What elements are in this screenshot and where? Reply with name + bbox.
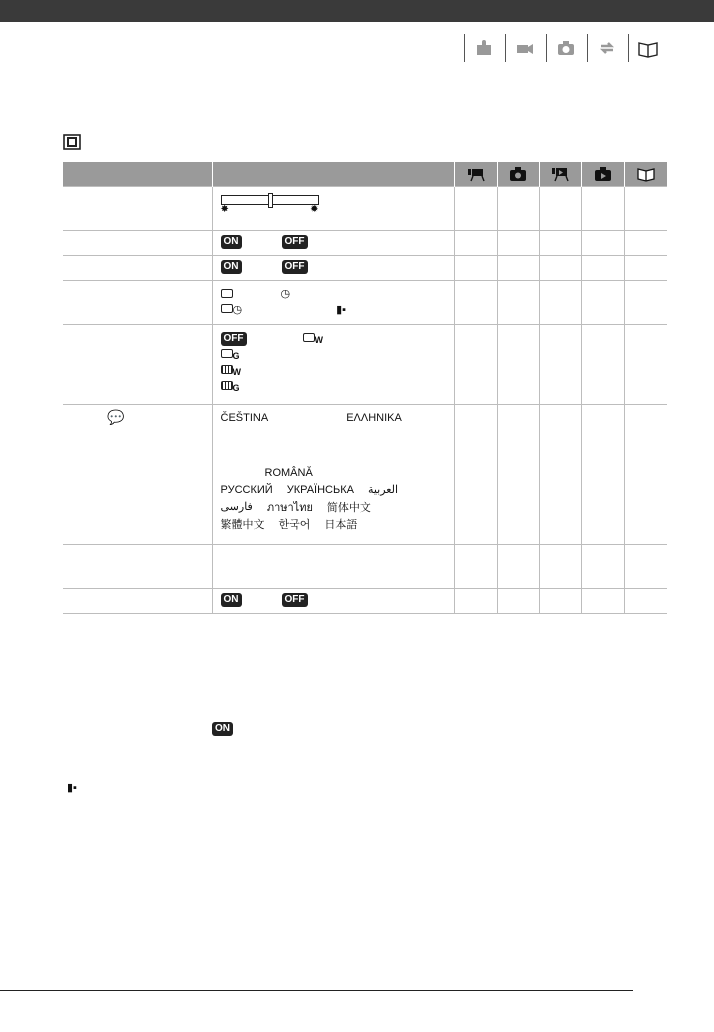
page-cell [624,231,667,256]
mode-cell [454,256,497,281]
level-white-marker-icon: W [303,333,324,345]
mode-cell [497,545,539,589]
header-reference-page [624,162,667,187]
mode-cell [454,231,497,256]
on-option[interactable]: ON [221,593,242,607]
menu-item-cell [63,325,212,405]
options-cell [212,325,454,405]
reference-page-icon [637,166,655,182]
options-cell [212,281,454,325]
options-cell [212,545,454,589]
header-setting-options [212,162,454,187]
mode-cell [497,325,539,405]
language-speech-icon: 💬 [107,409,125,425]
chapter-tabs [464,34,669,62]
tab-book[interactable] [628,34,667,62]
mode-cell [454,187,497,231]
menu-item-cell [63,545,212,589]
level-gray-marker-icon: G [221,349,240,361]
language-option[interactable]: ภาษาไทย [266,501,313,514]
mode-cell [539,325,581,405]
page-cell [624,256,667,281]
mode-cell [539,256,581,281]
mode-cell [454,281,497,325]
language-option[interactable]: 日本語 [324,518,358,531]
table-row [63,545,667,589]
table-row [63,589,667,614]
tab-transfer[interactable] [587,34,626,62]
table-row [63,256,667,281]
page-cell [624,187,667,231]
display-setup-icon [62,133,84,151]
off-option[interactable]: OFF [282,235,308,249]
table-row [63,405,667,545]
mode-cell [539,231,581,256]
off-option[interactable]: OFF [282,593,308,607]
dim-sun-icon: ✸ [220,204,229,215]
page-cell [624,545,667,589]
menu-item-cell [63,256,212,281]
body-on-chip: ON [212,722,233,736]
language-option[interactable]: العربية [367,484,399,496]
spacer [221,426,446,464]
mode-cell [581,589,624,614]
on-option[interactable]: ON [221,260,242,274]
tab-puzzle[interactable] [464,34,503,62]
clock-icon: ◷ [280,287,291,300]
table-row [63,231,667,256]
menu-item-cell [63,405,212,545]
language-option[interactable]: РУССКИЙ [220,483,273,496]
language-option[interactable]: УКРАЇНСЬКА [286,483,354,496]
language-option[interactable]: ROMÂNĂ [264,466,313,479]
page-cell [624,589,667,614]
date-time-icon: ◷ [221,303,243,316]
mode-cell [539,187,581,231]
table-header-row [63,162,667,187]
page-cell [624,325,667,405]
grid-gray-marker-icon: G [221,381,240,393]
mode-cell [581,405,624,545]
mode-cell [497,589,539,614]
brightness-slider-thumb[interactable] [268,193,273,208]
options-cell [212,405,454,545]
movie-mode-icon [467,166,485,182]
mode-cell [497,256,539,281]
tab-camcorder[interactable] [505,34,544,62]
language-option[interactable]: 한국어 [278,518,311,531]
language-option[interactable]: ΕΛΛΗΝΙΚΑ [346,411,402,424]
table-row [63,281,667,325]
mode-cell [497,281,539,325]
header-movie-mode [454,162,497,187]
page-cell [624,405,667,545]
book-icon [637,37,659,59]
language-option[interactable]: 简体中文 [326,501,371,514]
mode-cell [497,231,539,256]
header-menu-item [63,162,212,187]
options-cell [212,187,454,231]
mode-cell [581,256,624,281]
language-option[interactable]: فارسی [220,501,253,513]
mode-cell [454,325,497,405]
marker-off-option[interactable]: OFF [221,332,247,346]
header-photo-playback [581,162,624,187]
mode-cell [581,231,624,256]
camcorder-icon [514,37,536,59]
page-cell [624,281,667,325]
brightness-slider[interactable] [221,195,319,205]
off-option[interactable]: OFF [282,260,308,274]
mode-cell [539,545,581,589]
mode-cell [454,405,497,545]
photo-mode-icon [509,166,527,182]
options-cell [212,589,454,614]
mode-cell [581,325,624,405]
menu-item-cell [63,187,212,231]
menu-item-cell [63,281,212,325]
top-bar [0,0,714,22]
date-icon [221,289,233,298]
header-photo-mode [497,162,539,187]
on-option[interactable]: ON [221,235,242,249]
mode-cell [497,187,539,231]
menu-item-cell [63,231,212,256]
mode-cell [539,405,581,545]
language-option[interactable]: 繁體中文 [220,518,265,531]
mode-cell [581,545,624,589]
options-cell [212,256,454,281]
bright-sun-icon: ✹ [310,204,319,215]
table-row [63,325,667,405]
puzzle-icon [473,37,495,59]
mode-cell [539,281,581,325]
mode-cell [539,589,581,614]
options-cell [212,231,454,256]
camera-icon [555,37,577,59]
mode-cell [497,405,539,545]
camera-data-icon: ▮▪ [67,782,77,794]
menu-item-cell [63,589,212,614]
movie-playback-icon [551,166,569,182]
header-movie-playback [539,162,581,187]
mode-cell [581,281,624,325]
mode-cell [454,545,497,589]
footer-rule [0,990,633,991]
settings-table [63,162,667,614]
mode-cell [454,589,497,614]
mode-cell [581,187,624,231]
photo-playback-icon [594,166,612,182]
camera-data-icon: ▮▪ [336,303,347,316]
table-row [63,187,667,231]
language-option[interactable]: ČEŠTINA [220,411,269,424]
tab-camera[interactable] [546,34,585,62]
grid-white-marker-icon: W [221,365,242,377]
transfer-arrows-icon [596,37,618,59]
